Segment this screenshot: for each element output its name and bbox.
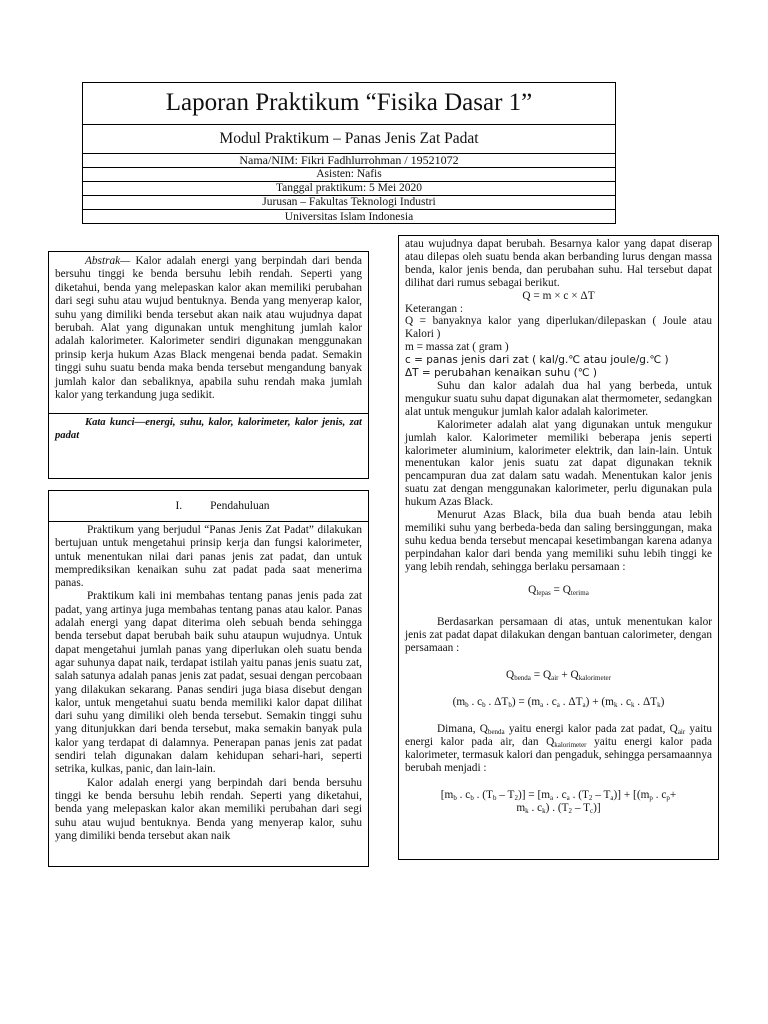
paper-title: Laporan Praktikum “Fisika Dasar 1” <box>83 83 615 125</box>
heat-formula: Q = m × c × ΔT <box>522 289 595 302</box>
keywords-list: energi, suhu, kalor, kalorimeter, kalor jenis, zat padat <box>55 417 362 442</box>
section-number: I. <box>175 500 183 512</box>
abstract-box <box>48 251 369 479</box>
body-paragraph: Kalorimeter adalah alat yang digunakan untuk mengukur jumlah kalor. Kalorimeter memiliki beberapa jenis seperti kalorimeter aluminium, kalorimeter elektrik, dan lain-lain. Untuk menentukan kalor jenis suatu zat dapat digunakan teknik pencampuran dua zat dalam satu wadah. Menentukan kalor jenis suatu zat dengan menggunakan kalorimeter, perlu digunakan pula hukum Azas Black. <box>405 418 712 509</box>
calorimeter-equation: $Q_{benda} = Q_{air} + Q_{kalorimeter}$ <box>506 669 611 683</box>
paper-subtitle: Modul Praktikum – Panas Jenis Zat Padat <box>83 125 615 154</box>
keywords-label: Kata kunci— <box>85 417 146 429</box>
assistant: Asisten: Nafis <box>83 168 615 182</box>
body-paragraph: atau wujudnya dapat berubah. Besarnya kalor yang dapat diserap atau dilepas oleh suatu benda akan berbanding lurus dengan massa benda, kalor jenis benda, dan perubahan suhu. Hal tersebut dapat dilihat dari rumus sebagai berikut. <box>405 238 712 289</box>
practicum-date: Tanggal praktikum: 5 Mei 2020 <box>83 182 615 196</box>
right-column-box <box>398 235 719 860</box>
header-box <box>82 82 616 224</box>
legend-m: m = massa zat ( gram ) <box>405 341 509 354</box>
expanded-equation: ($m_b$ . $c_b$ . $\Delta T_b) = (m_a$ . $c_a$ . $\Delta T_a) + (m_k$ . $c_k$ . $\Delta T_k$) <box>452 696 665 710</box>
legend-heading: Keterangan : <box>405 302 464 315</box>
final-equation: [$m_b$ . $c_b$ . $(T_b - T_2)] = [m_a$ . $c_a$ . $(T_2 - T_a)] + [(m_p$ . $c_p+$ $m_k$ . $c_k$) . $(T_2 - T_c)$] <box>440 788 677 815</box>
university: Universitas Islam Indonesia <box>284 211 414 223</box>
intro-paragraph: Praktikum yang berjudul “Panas Jenis Zat Padat” dilakukan bertujuan untuk mengetahui prinsip kerja dan fungsi kalorimeter, untuk menentukan nilai dari panas jenis zat padat, dan untuk memprediksikan kenaikan suhu zat padat pada saat menerima panas. <box>55 524 362 590</box>
abstract-body: Kalor adalah energi yang berpindah dari benda bersuhu tinggi ke benda bersuhu lebih rendah. Seperti yang diketahui, benda yang melepaskan kalor akan memiliki perubahan dari segi suhu atau wujud bentuknya. Benda yang menyerap kalor, suhu yang dimiliki benda tersebut akan naik atau wujudnya dapat berubah. Alat yang digunakan untuk menghitung jumlah kalor adalah kalorimeter. Kalorimeter sendiri digunakan menggunakan prinsip kerja hukum Azas Black mengenai benda padat. Semakin tinggi suhu suatu benda maka benda tersebut mengandung banyak jumlah kalor dan sebaliknya, apabila suhu rendah maka jumlah kalor yang terkandung juga sedikit. <box>55 255 362 402</box>
author-nim: Nama/NIM: Fikri Fadhlurrohman / 19521072 <box>83 154 615 168</box>
body-paragraph: Suhu dan kalor adalah dua hal yang berbeda, untuk mengukur suatu suhu dapat digunakan alat thermometer, sedangkan alat untuk mengukur jumlah kalor adalah kalorimeter. <box>405 379 712 418</box>
right-column-body <box>399 236 718 814</box>
body-paragraph: Menurut Azas Black, bila dua buah benda atau lebih memiliki suhu yang berbeda-beda dan saling bersinggungan, maka suhu kedua benda tersebut mencapai kesetimbangan karena adanya perpindahan kalor dari benda yang memiliki suhu lebih tinggi ke yang lebih rendah, sehingga berlaku persamaan : <box>405 509 712 573</box>
legend-c: c = panas jenis dari zat ( kal/g.℃ atau joule/g.℃ ) <box>405 354 669 367</box>
intro-paragraph: Kalor adalah energi yang berpindah dari benda bersuhu tinggi ke benda bersuhu lebih rendah. Seperti yang diketahui, benda yang melepaskan kalor akan memiliki perubahan dari segi suhu atau wujud bentuknya. Benda yang menyerap kalor, suhu yang dimiliki benda tersebut akan naik <box>55 776 362 842</box>
keywords <box>49 414 368 442</box>
legend-dt: ΔT = perubahan kenaikan suhu (℃ ) <box>405 367 597 380</box>
abstract-label: Abstrak— <box>85 255 131 267</box>
section-title: Pendahuluan <box>210 500 270 512</box>
azas-black-equation: $Q_{lepas} = Q_{terima}$ <box>528 583 589 597</box>
legend-q: Q = banyaknya kalor yang diperlukan/dilepaskan ( Joule atau Kalori ) <box>405 315 712 341</box>
introduction-box <box>48 490 369 867</box>
intro-paragraph: Praktikum kali ini membahas tentang panas jenis pada zat padat, yang artinya juga membahas tentang panas atau kalor. Panas adalah energi yang dapat diterima oleh sebuah benda sehingga benda tersebut dapat berubah baik suhu ataupun wujudnya. Untuk dapat mengetahui jumlah panas yang diperlukan oleh suatu benda agar suhunya dapat naik, terdapat istilah yaitu panas jenis suatu zat, salah satunya adalah panas jenis zat padat, sesuai dengan percobaan yang dilakukan sekarang. Panas sendiri juga biasa disebut dengan kalor, untuk mengetahui suatu benda memiliki kalor dapat dilihat dari suhu yang dimiliki oleh benda tersebut. Semakin tinggi suhu yang ditunjukkan dari benda tersebut, maka semakin banyak pula kalor yang terdapat di dalamnya. Penerapan panas jenis zat padat sendiri telah digunakan dalam kehidupan sehari-hari, seperti setrika, kulkas, panic, dan lain-lain. <box>55 590 362 776</box>
department: Jurusan – Fakultas Teknologi Industri <box>83 196 615 210</box>
abstract-text <box>49 252 368 402</box>
body-paragraph: Dimana, $Q_{benda}$ yaitu energi kalor pada zat padat, $Q_{air}$ yaitu energi kalor pada air, dan $Q_{kalorimeter}$ yaitu energi kalor pada kalorimeter, termasuk kalori dan pengaduk, sehingga persamaannya berubah menjadi : <box>405 723 713 774</box>
section-heading <box>49 491 368 522</box>
body-paragraph: Berdasarkan persamaan di atas, untuk menentukan kalor jenis zat padat dapat dilakukan dengan bantuan calorimeter, dengan persamaan : <box>405 616 712 655</box>
introduction-body <box>49 522 368 843</box>
